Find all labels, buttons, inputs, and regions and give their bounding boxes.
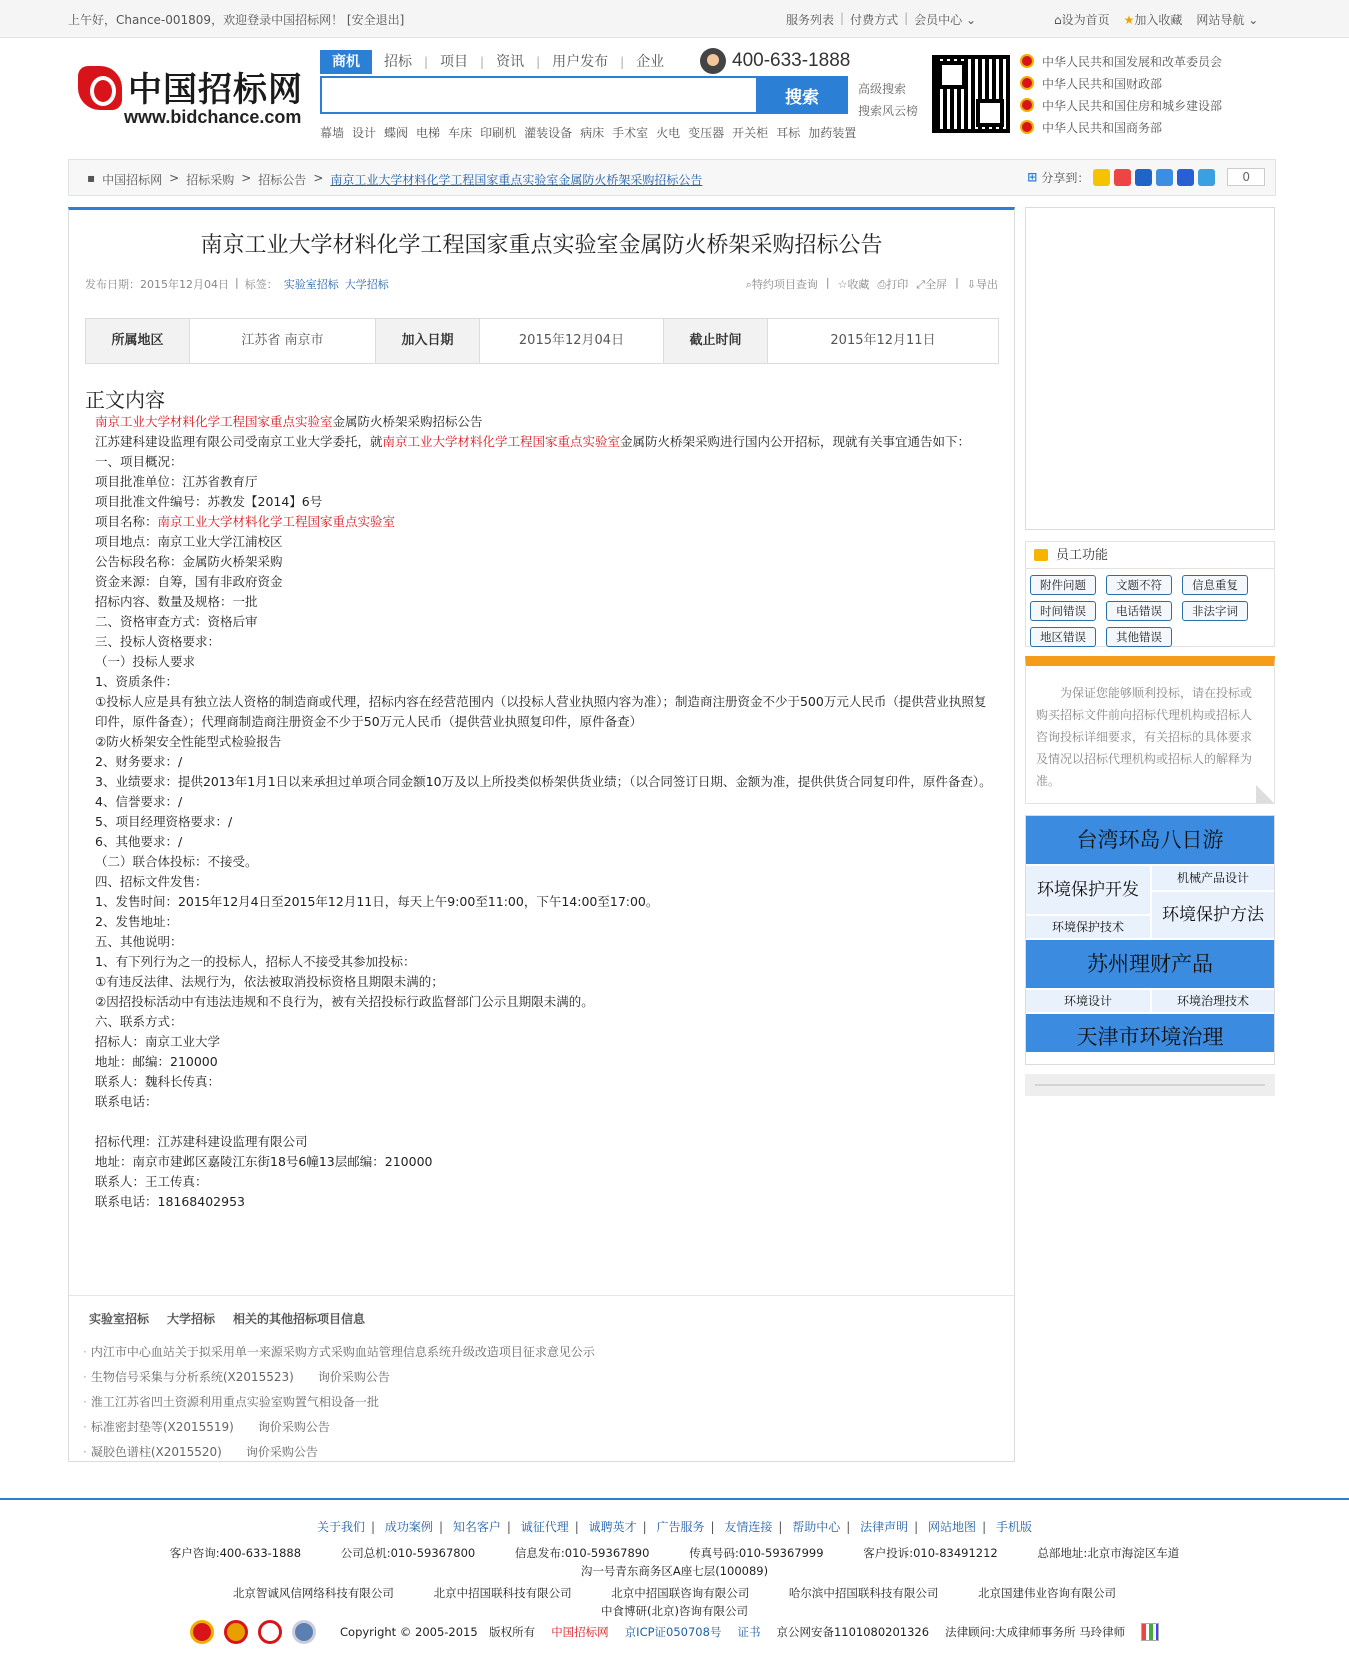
chevron-down-icon: ⌄ (1248, 13, 1259, 27)
list-item[interactable]: · 生物信号采集与分析系统(X2015523) 询价采购公告 (83, 1370, 390, 1384)
hot-word[interactable]: 灌装设备 (524, 126, 573, 140)
body-line: ②因招投标活动中有违法违规和不良行为，被有关招投标行政监督部门公示且期限未满的。 (95, 994, 594, 1009)
body-line: ①投标人应是具有独立法人资格的制造商或代理，招标内容在经营范围内（以投标人营业执照内容为准）；制造商注册资金不少于500万元人民币（提供营业执照复印件，原件备查）；代理商制造商注册资金不少于50万元人民币（提供营业执照复印件，原件备查） (95, 694, 987, 729)
report-region-error-button[interactable]: 地区错误 (1030, 627, 1096, 647)
hotline-number: 400-633-1888 (732, 50, 851, 71)
body-line: 项目地点：南京工业大学江浦校区 (95, 534, 283, 549)
advanced-search-link[interactable]: 高级搜索 (858, 82, 907, 96)
tab-xiangmu[interactable]: 项目 (440, 54, 469, 70)
ad-link[interactable]: 环境保护方法 (1152, 892, 1274, 938)
gov-link[interactable]: 中华人民共和国发展和改革委员会 (1042, 54, 1223, 69)
footer-link[interactable]: 广告服务 (656, 1520, 705, 1534)
report-time-error-button[interactable]: 时间错误 (1030, 601, 1096, 621)
body-line: 二、资格审查方式：资格后审 (95, 614, 258, 629)
region-value: 江苏省 南京市 (190, 319, 376, 363)
footer-contacts (0, 1545, 1349, 1561)
hot-word[interactable]: 印刷机 (480, 126, 517, 140)
star-icon: ★ (1123, 13, 1135, 27)
share-label: 分享到： (1041, 170, 1090, 185)
fullscreen-icon: ⤢ (916, 278, 926, 291)
site-logo[interactable] (78, 62, 318, 132)
footer-link[interactable]: 手机版 (995, 1520, 1032, 1534)
report-illegal-words-button[interactable]: 非法字词 (1182, 601, 1248, 621)
hot-word[interactable]: 幕墙 (320, 126, 345, 140)
lawyer-info: 法律顾问:大成律师事务所 马玲律师 (945, 1625, 1126, 1639)
trust-badge-icon[interactable] (258, 1620, 282, 1644)
copyright-text: Copyright © 2005-2015 版权所有 (340, 1625, 536, 1639)
body-line: 项目批准单位：江苏省教育厅 (95, 474, 258, 489)
hot-word[interactable]: 设计 (352, 126, 377, 140)
ad-link[interactable]: 环境保护技术 (1026, 916, 1150, 938)
body-line: 地址：邮编：210000 (95, 1054, 218, 1069)
body-line: 3、业绩要求：提供2013年1月1日以来承担过单项合同金额10万及以上所投类似桥架供货业绩；（以合同签订日期、金额为准，提供供货合同复印件，原件备查）。 (95, 774, 992, 789)
hot-words (320, 124, 856, 141)
top-right-links (1054, 11, 1258, 28)
search-cloud-link[interactable]: 搜索风云榜 (858, 104, 919, 118)
body-line: 联系电话：18168402953 (95, 1194, 245, 1209)
breadcrumb-notices[interactable]: 招标公告 (258, 173, 307, 187)
footer-link[interactable]: 诚聘英才 (588, 1520, 637, 1534)
section-title: 正文内容 (85, 388, 165, 412)
body-line: 一、项目概况： (95, 454, 183, 469)
breadcrumb-home[interactable]: 中国招标网 (102, 173, 163, 187)
ad-link[interactable]: 环境设计 (1026, 990, 1150, 1012)
list-item[interactable]: · 标准密封垫等(X2015519) 询价采购公告 (83, 1420, 330, 1434)
customer-service-icon (700, 48, 726, 74)
added-label: 加入日期 (376, 319, 480, 363)
report-phone-error-button[interactable]: 电话错误 (1106, 601, 1172, 621)
info-table (85, 318, 999, 364)
staff-panel (1025, 541, 1275, 647)
body-line: 1、资质条件： (95, 674, 178, 689)
footer-companies (0, 1585, 1349, 1601)
star-icon: ☆ (837, 278, 848, 291)
body-line: 项目批准文件编号：苏教发【2014】6号 (95, 494, 323, 509)
notice-box (1025, 656, 1275, 804)
article-tools: ⌕特约项目查询 | ☆收藏 ⎙打印 ⤢全屏 | ⇩导出 (745, 276, 998, 291)
national-emblem-icon (1020, 120, 1034, 134)
body-line: 招标内容、数量及规格：一批 (95, 594, 258, 609)
page-fold-icon (1256, 785, 1274, 803)
kaixin-share-icon[interactable] (1198, 169, 1215, 186)
body-line: 联系人：王工传真： (95, 1174, 208, 1189)
baidu-share-icon[interactable] (1177, 169, 1194, 186)
tag-link[interactable]: 实验室招标 (283, 278, 339, 291)
set-home-link[interactable]: ⌂设为首页 (1054, 13, 1110, 27)
body-line: 江苏建科建设监理有限公司受南京工业大学委托，就南京工业大学材料化学工程国家重点实验室金属防火桥架采购进行国内公开招标，现就有关事宜通告如下： (95, 434, 971, 449)
staff-title: 员工功能 (1056, 548, 1109, 563)
body-line: （二）联合体投标：不接受。 (95, 854, 258, 869)
shield-badge-icon[interactable] (292, 1620, 316, 1644)
site-nav-link[interactable]: 网站导航 ⌄ (1196, 13, 1259, 27)
article-body (95, 412, 995, 1212)
hotline (700, 48, 850, 74)
staff-header (1026, 542, 1274, 569)
export-button[interactable]: ⇩导出 (966, 278, 998, 291)
report-attachment-button[interactable]: 附件问题 (1030, 575, 1096, 595)
sidebar-divider (1025, 1074, 1275, 1096)
report-other-error-button[interactable]: 其他错误 (1106, 627, 1172, 647)
related-tabs (89, 1310, 365, 1327)
hot-word[interactable]: 手术室 (612, 126, 649, 140)
footer-link[interactable]: 关于我们 (317, 1520, 366, 1534)
icp-link[interactable]: 京ICP证050708号 (624, 1625, 722, 1639)
contact-info: 客户投诉:010-83491212 (863, 1546, 998, 1560)
hot-word[interactable]: 加药装置 (808, 126, 857, 140)
body-line: ①有违反法律、法规行为，依法被取消投标资格且期限未满的； (95, 974, 444, 989)
related-tab[interactable]: 大学招标 (167, 1312, 216, 1326)
body-line: 三、投标人资格要求： (95, 634, 221, 649)
list-item[interactable]: · 淮工江苏省凹土资源利用重点实验室购置气相设备一批 (83, 1395, 379, 1409)
footer-address: 沟一号青东商务区A座七层(100089) (580, 1564, 769, 1578)
body-line: 1、有下列行为之一的投标人，招标人不接受其参加投标： (95, 954, 416, 969)
body-line: 五、其他说明： (95, 934, 183, 949)
search-icon: ⌕ (745, 278, 752, 291)
search-input[interactable] (322, 78, 762, 112)
article-meta: 发布日期：2015年12月04日 | 标签： 实验室招标 大学招标 (85, 276, 389, 291)
related-list (83, 1340, 595, 1465)
ad-link[interactable]: 机械产品设计 (1152, 866, 1274, 890)
gov-link[interactable]: 中华人民共和国商务部 (1042, 120, 1163, 135)
body-line: 项目名称：南京工业大学材料化学工程国家重点实验室 (95, 514, 396, 529)
payment-link[interactable]: 付费方式 (850, 13, 899, 27)
tags-label: 标签： (244, 278, 278, 291)
related-tab[interactable]: 相关的其他招标项目信息 (233, 1312, 366, 1326)
company-name: 北京中招国联咨询有限公司 (611, 1586, 750, 1600)
body-line: 5、项目经理资格要求：/ (95, 814, 233, 829)
member-center-link[interactable]: 会员中心 ⌄ (914, 13, 977, 27)
body-line: 6、其他要求：/ (95, 834, 183, 849)
contact-info: 传真号码:010-59367999 (689, 1546, 824, 1560)
print-button[interactable]: ⎙打印 (877, 278, 909, 291)
tab-zhaobiao[interactable]: 招标 (384, 54, 412, 70)
hot-word[interactable]: 电梯 (416, 126, 441, 140)
ad-link[interactable]: 台湾环岛八日游 (1026, 816, 1274, 864)
cnzz-stats-icon[interactable] (1141, 1623, 1159, 1641)
top-links: 服务列表 | 付费方式 | 会员中心 ⌄ (786, 11, 977, 27)
breadcrumb-current[interactable]: 南京工业大学材料化学工程国家重点实验室金属防火桥架采购招标公告 (330, 173, 703, 187)
body-line: 4、信誉要求：/ (95, 794, 183, 809)
body-line: 资金来源：自筹，国有非政府资金 (95, 574, 283, 589)
home-icon: ⌂ (1054, 13, 1062, 27)
footer-link[interactable]: 帮助中心 (792, 1520, 841, 1534)
ad-grid (1025, 815, 1275, 1065)
region-label: 所属地区 (86, 319, 190, 363)
breadcrumb-procurement[interactable]: 招标采购 (186, 173, 235, 187)
greeting-text: 上午好，Chance-001809，欢迎登录中国招标网！ (68, 13, 344, 27)
footer-nav: 关于我们 | 成功案例 | 知名客户 | 诚征代理 | 诚聘英才 | 广告服务 | 友情连接 | 帮助中心 | 法律声明 | 网站地图 | 手机版 (317, 1520, 1032, 1534)
contact-info: 公司总机:010-59367800 (340, 1546, 476, 1560)
cert-link[interactable]: 证书 (737, 1625, 761, 1639)
footer-link[interactable]: 法律声明 (860, 1520, 909, 1534)
body-line: 招标代理：江苏建科建设监理有限公司 (95, 1134, 308, 1149)
service-list-link[interactable]: 服务列表 (786, 13, 835, 27)
badges (190, 1620, 316, 1644)
tag-link[interactable]: 大学招标 (344, 278, 389, 291)
national-emblem-icon (1020, 98, 1034, 112)
national-emblem-icon (1020, 76, 1034, 90)
added-value: 2015年12月04日 (480, 319, 664, 363)
project-query-button[interactable]: ⌕特约项目查询 (745, 278, 818, 291)
contact-info: 信息发布:010-59367890 (514, 1546, 650, 1560)
company-name: 北京国建伟业咨询有限公司 (978, 1586, 1117, 1600)
related-section (69, 1295, 1014, 1459)
breadcrumb: ▪ 中国招标网 > 招标采购 > 招标公告 > 南京工业大学材料化学工程国家重点实验室金属防火桥架采购招标公告 ⊞ 分享到： 0 (68, 159, 1276, 196)
ad-link[interactable]: 苏州理财产品 (1026, 940, 1274, 988)
footer-link[interactable]: 友情连接 (724, 1520, 773, 1534)
logout-link[interactable]: [安全退出] (346, 13, 405, 27)
police-badge-icon[interactable] (190, 1620, 214, 1644)
gov-link[interactable]: 中华人民共和国住房和城乡建设部 (1042, 98, 1223, 113)
report-duplicate-button[interactable]: 信息重复 (1182, 575, 1248, 595)
body-line: 2、财务要求：/ (95, 754, 183, 769)
advanced-links (858, 78, 918, 122)
page-title: 南京工业大学材料化学工程国家重点实验室金属防火桥架采购招标公告 (200, 233, 883, 258)
hot-word[interactable]: 火电 (656, 126, 681, 140)
tencent-weibo-share-icon[interactable] (1156, 169, 1173, 186)
logo-mark-icon (78, 66, 122, 110)
fullscreen-button[interactable]: ⤢全屏 (916, 278, 948, 291)
footer-link[interactable]: 诚征代理 (520, 1520, 569, 1534)
export-icon: ⇩ (966, 278, 976, 291)
body-line: ②防火桥架安全性能型式检验报告 (95, 734, 282, 749)
contact-info: 客户咨询:400-633-1888 (169, 1546, 302, 1560)
print-icon: ⎙ (877, 278, 887, 291)
body-line: 联系电话： (95, 1094, 158, 1109)
tab-zixun[interactable]: 资讯 (496, 54, 525, 70)
body-line: 四、招标文件发售： (95, 874, 208, 889)
top-bar (0, 0, 1349, 38)
publish-date: 发布日期：2015年12月04日 (85, 278, 229, 291)
list-item[interactable]: · 内江市中心血站关于拟采用单一来源采购方式采购血站管理信息系统升级改造项目征求意见公示 (83, 1345, 595, 1359)
hot-word[interactable]: 变压器 (688, 126, 725, 140)
tab-shangji[interactable]: 商机 (320, 50, 372, 74)
body-line: （一）投标人要求 (95, 654, 196, 669)
body-line: 2、发售地址： (95, 914, 178, 929)
logo-url: www.bidchance.com (124, 107, 302, 127)
gov-links (1020, 50, 1222, 138)
bullet-icon: ▪ (87, 171, 96, 185)
logo-text: 中国招标网 (128, 70, 303, 110)
ad-link[interactable]: 环境保护开发 (1026, 866, 1150, 914)
tab-user-publish[interactable]: 用户发布 (552, 54, 609, 70)
company-name: 北京中招国联科技有限公司 (433, 1586, 572, 1600)
renren-share-icon[interactable] (1135, 169, 1152, 186)
share-count: 0 (1227, 168, 1265, 186)
deadline-value: 2015年12月11日 (830, 333, 936, 348)
qzone-share-icon[interactable] (1093, 169, 1110, 186)
hot-word[interactable]: 蝶阀 (384, 126, 409, 140)
brand-link[interactable]: 中国招标网 (551, 1625, 609, 1639)
national-emblem-icon (1020, 54, 1034, 68)
ad-placeholder (1025, 207, 1275, 530)
qr-code-icon (932, 55, 1010, 133)
deadline-label: 截止时间 (664, 319, 768, 363)
favorite-button[interactable]: ☆收藏 (837, 278, 870, 291)
body-line: 1、发售时间：2015年12月4日至2015年12月11日，每天上午9:00至11:00，下午14:00至17:00。 (95, 894, 659, 909)
police-record: 京公网安备1101080201326 (776, 1625, 930, 1639)
weibo-share-icon[interactable] (1114, 169, 1131, 186)
hot-word[interactable]: 耳标 (776, 126, 801, 140)
share-plus-icon: ⊞ (1027, 170, 1038, 184)
list-item[interactable]: · 凝胶色谱柱(X2015520) 询价采购公告 (83, 1445, 318, 1459)
emblem-badge-icon[interactable] (224, 1620, 248, 1644)
company-name: 中食博研(北京)咨询有限公司 (601, 1604, 748, 1618)
copyright-bar (190, 1620, 1170, 1644)
body-line: 公告标段名称：金属防火桥架采购 (95, 554, 283, 569)
report-title-mismatch-button[interactable]: 文题不符 (1106, 575, 1172, 595)
notice-text: 为保证您能够顺利投标，请在投标或购买招标文件前向招标代理机构或招标人咨询投标详细要求，有关招标的具体要求及情况以招标代理机构或招标人的解释为准。 (1036, 686, 1253, 788)
body-line: 南京工业大学材料化学工程国家重点实验室金属防火桥架采购招标公告 (95, 414, 483, 429)
footer-link[interactable]: 知名客户 (452, 1520, 501, 1534)
briefcase-icon (1034, 549, 1048, 561)
search-tabs: 商机 招标 | 项目 | 资讯 | 用户发布 | 企业 (320, 50, 676, 74)
body-line: 六、联系方式： (95, 1014, 183, 1029)
company-name: 北京智诚风信网络科技有限公司 (232, 1586, 394, 1600)
body-line: 招标人：南京工业大学 (95, 1034, 221, 1049)
hot-word[interactable]: 开关柜 (732, 126, 769, 140)
footer-link[interactable]: 网站地图 (928, 1520, 977, 1534)
greeting (68, 11, 404, 28)
search-button[interactable]: 搜索 (756, 76, 848, 114)
add-favorite-link[interactable]: ★加入收藏 (1123, 13, 1183, 27)
tab-qiye[interactable]: 企业 (636, 54, 665, 70)
company-name: 哈尔滨中招国联科技有限公司 (788, 1586, 939, 1600)
share-bar (1027, 168, 1265, 186)
body-line: 地址：南京市建邺区嘉陵江东街18号6幢13层邮编：210000 (95, 1154, 433, 1169)
related-tab[interactable]: 实验室招标 (89, 1312, 150, 1326)
hot-word[interactable]: 车床 (448, 126, 473, 140)
chevron-down-icon: ⌄ (965, 13, 977, 27)
footer-divider (0, 1498, 1349, 1500)
staff-buttons (1026, 569, 1274, 653)
ad-link[interactable]: 天津市环境治理 (1026, 1014, 1274, 1052)
ad-link[interactable]: 环境治理技术 (1152, 990, 1274, 1012)
hot-word[interactable]: 病床 (580, 126, 605, 140)
contact-info: 总部地址:北京市海淀区车道 (1037, 1546, 1180, 1560)
body-line: 联系人：魏科长传真： (95, 1074, 221, 1089)
footer-link[interactable]: 成功案例 (384, 1520, 433, 1534)
article (68, 207, 1015, 1462)
gov-link[interactable]: 中华人民共和国财政部 (1042, 76, 1163, 91)
